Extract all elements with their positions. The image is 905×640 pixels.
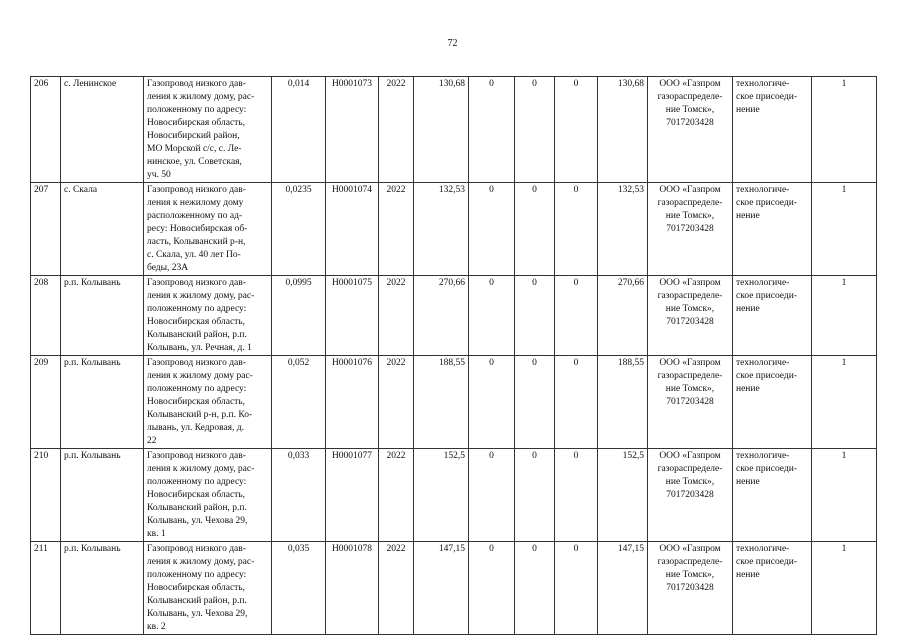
purpose-cell: технологиче- ское присоеди- нение	[733, 449, 812, 542]
cost-cell: 147,15	[414, 542, 469, 635]
value-cell-2: 0	[515, 356, 555, 449]
table-row	[31, 183, 877, 276]
year-cell: 2022	[379, 449, 414, 542]
row-number: 208	[31, 276, 61, 356]
code-cell: Н0001073	[326, 77, 379, 183]
description-cell: Газопровод низкого дав- ления к жилому дому рас- положенному по адресу: Новосибирская область, Колыванский р-н, р.п. Ко- лывань, ул. Кедровая, д. 22	[144, 356, 272, 449]
cost-cell: 270,66	[414, 276, 469, 356]
description-cell: Газопровод низкого дав- ления к жилому дому, рас- положенному по адресу: Новосибирская область, Колыванский район, р.п. Колывань, ул. Чехова 29, кв. 2	[144, 542, 272, 635]
settlement-cell: с. Скала	[61, 183, 144, 276]
value-cell-1: 0	[469, 77, 515, 183]
total-cell: 188,55	[598, 356, 648, 449]
row-number: 207	[31, 183, 61, 276]
value-cell-3: 0	[555, 449, 598, 542]
quantity-cell: 1	[812, 449, 877, 542]
description-cell: Газопровод низкого дав- ления к нежилому дому расположенному по ад- ресу: Новосибирская об- ласть, Колыванский р-н, с. Скала, ул. 40 лет По- беды, 23А	[144, 183, 272, 276]
row-number: 211	[31, 542, 61, 635]
settlement-cell: р.п. Колывань	[61, 276, 144, 356]
length-cell: 0,052	[272, 356, 326, 449]
value-cell-1: 0	[469, 356, 515, 449]
cost-cell: 132,53	[414, 183, 469, 276]
purpose-cell: технологиче- ское присоеди- нение	[733, 276, 812, 356]
value-cell-3: 0	[555, 77, 598, 183]
description-cell: Газопровод низкого дав- ления к жилому дому, рас- положенному по адресу: Новосибирская область, Колыванский район, р.п. Колывань, ул. Чехова 29, кв. 1	[144, 449, 272, 542]
code-cell: Н0001078	[326, 542, 379, 635]
code-cell: Н0001076	[326, 356, 379, 449]
total-cell: 132,53	[598, 183, 648, 276]
table-row	[31, 542, 877, 635]
value-cell-2: 0	[515, 542, 555, 635]
value-cell-2: 0	[515, 183, 555, 276]
organization-cell: ООО «Газпром газораспределе- ние Томск», 7017203428	[648, 276, 733, 356]
cost-cell: 152,5	[414, 449, 469, 542]
table-row	[31, 276, 877, 356]
length-cell: 0,033	[272, 449, 326, 542]
settlement-cell: с. Ленинское	[61, 77, 144, 183]
row-number: 209	[31, 356, 61, 449]
quantity-cell: 1	[812, 77, 877, 183]
total-cell: 270,66	[598, 276, 648, 356]
purpose-cell: технологиче- ское присоеди- нение	[733, 542, 812, 635]
purpose-cell: технологиче- ское присоеди- нение	[733, 183, 812, 276]
organization-cell: ООО «Газпром газораспределе- ние Томск», 7017203428	[648, 183, 733, 276]
organization-cell: ООО «Газпром газораспределе- ние Томск», 7017203428	[648, 77, 733, 183]
value-cell-2: 0	[515, 276, 555, 356]
value-cell-1: 0	[469, 183, 515, 276]
settlement-cell: р.п. Колывань	[61, 449, 144, 542]
quantity-cell: 1	[812, 183, 877, 276]
value-cell-1: 0	[469, 542, 515, 635]
organization-cell: ООО «Газпром газораспределе- ние Томск», 7017203428	[648, 542, 733, 635]
total-cell: 152,5	[598, 449, 648, 542]
settlement-cell: р.п. Колывань	[61, 356, 144, 449]
table-row	[31, 449, 877, 542]
value-cell-3: 0	[555, 356, 598, 449]
length-cell: 0,035	[272, 542, 326, 635]
quantity-cell: 1	[812, 542, 877, 635]
quantity-cell: 1	[812, 356, 877, 449]
purpose-cell: технологиче- ское присоеди- нение	[733, 77, 812, 183]
year-cell: 2022	[379, 356, 414, 449]
row-number: 206	[31, 77, 61, 183]
value-cell-3: 0	[555, 183, 598, 276]
year-cell: 2022	[379, 77, 414, 183]
year-cell: 2022	[379, 183, 414, 276]
quantity-cell: 1	[812, 276, 877, 356]
organization-cell: ООО «Газпром газораспределе- ние Томск», 7017203428	[648, 449, 733, 542]
total-cell: 147,15	[598, 542, 648, 635]
page-number: 72	[447, 38, 458, 49]
settlement-cell: р.п. Колывань	[61, 542, 144, 635]
row-number: 210	[31, 449, 61, 542]
value-cell-3: 0	[555, 276, 598, 356]
length-cell: 0,0995	[272, 276, 326, 356]
value-cell-1: 0	[469, 449, 515, 542]
description-cell: Газопровод низкого дав- ления к жилому дому, рас- положенному по адресу: Новосибирская область, Колыванский район, р.п. Колывань, ул. Речная, д. 1	[144, 276, 272, 356]
year-cell: 2022	[379, 542, 414, 635]
cost-cell: 188,55	[414, 356, 469, 449]
total-cell: 130,68	[598, 77, 648, 183]
cost-cell: 130,68	[414, 77, 469, 183]
organization-cell: ООО «Газпром газораспределе- ние Томск», 7017203428	[648, 356, 733, 449]
year-cell: 2022	[379, 276, 414, 356]
value-cell-1: 0	[469, 276, 515, 356]
table-row	[31, 356, 877, 449]
code-cell: Н0001077	[326, 449, 379, 542]
description-cell: Газопровод низкого дав- ления к жилому дому, рас- положенному по адресу: Новосибирская область, Новосибирский район, МО Морской с/с, с. Ле- нинское, ул. Советская, уч. 50	[144, 77, 272, 183]
value-cell-3: 0	[555, 542, 598, 635]
value-cell-2: 0	[515, 449, 555, 542]
length-cell: 0,014	[272, 77, 326, 183]
table-row	[31, 77, 877, 183]
registry-table	[30, 76, 877, 635]
code-cell: Н0001074	[326, 183, 379, 276]
value-cell-2: 0	[515, 77, 555, 183]
code-cell: Н0001075	[326, 276, 379, 356]
purpose-cell: технологиче- ское присоеди- нение	[733, 356, 812, 449]
length-cell: 0,0235	[272, 183, 326, 276]
